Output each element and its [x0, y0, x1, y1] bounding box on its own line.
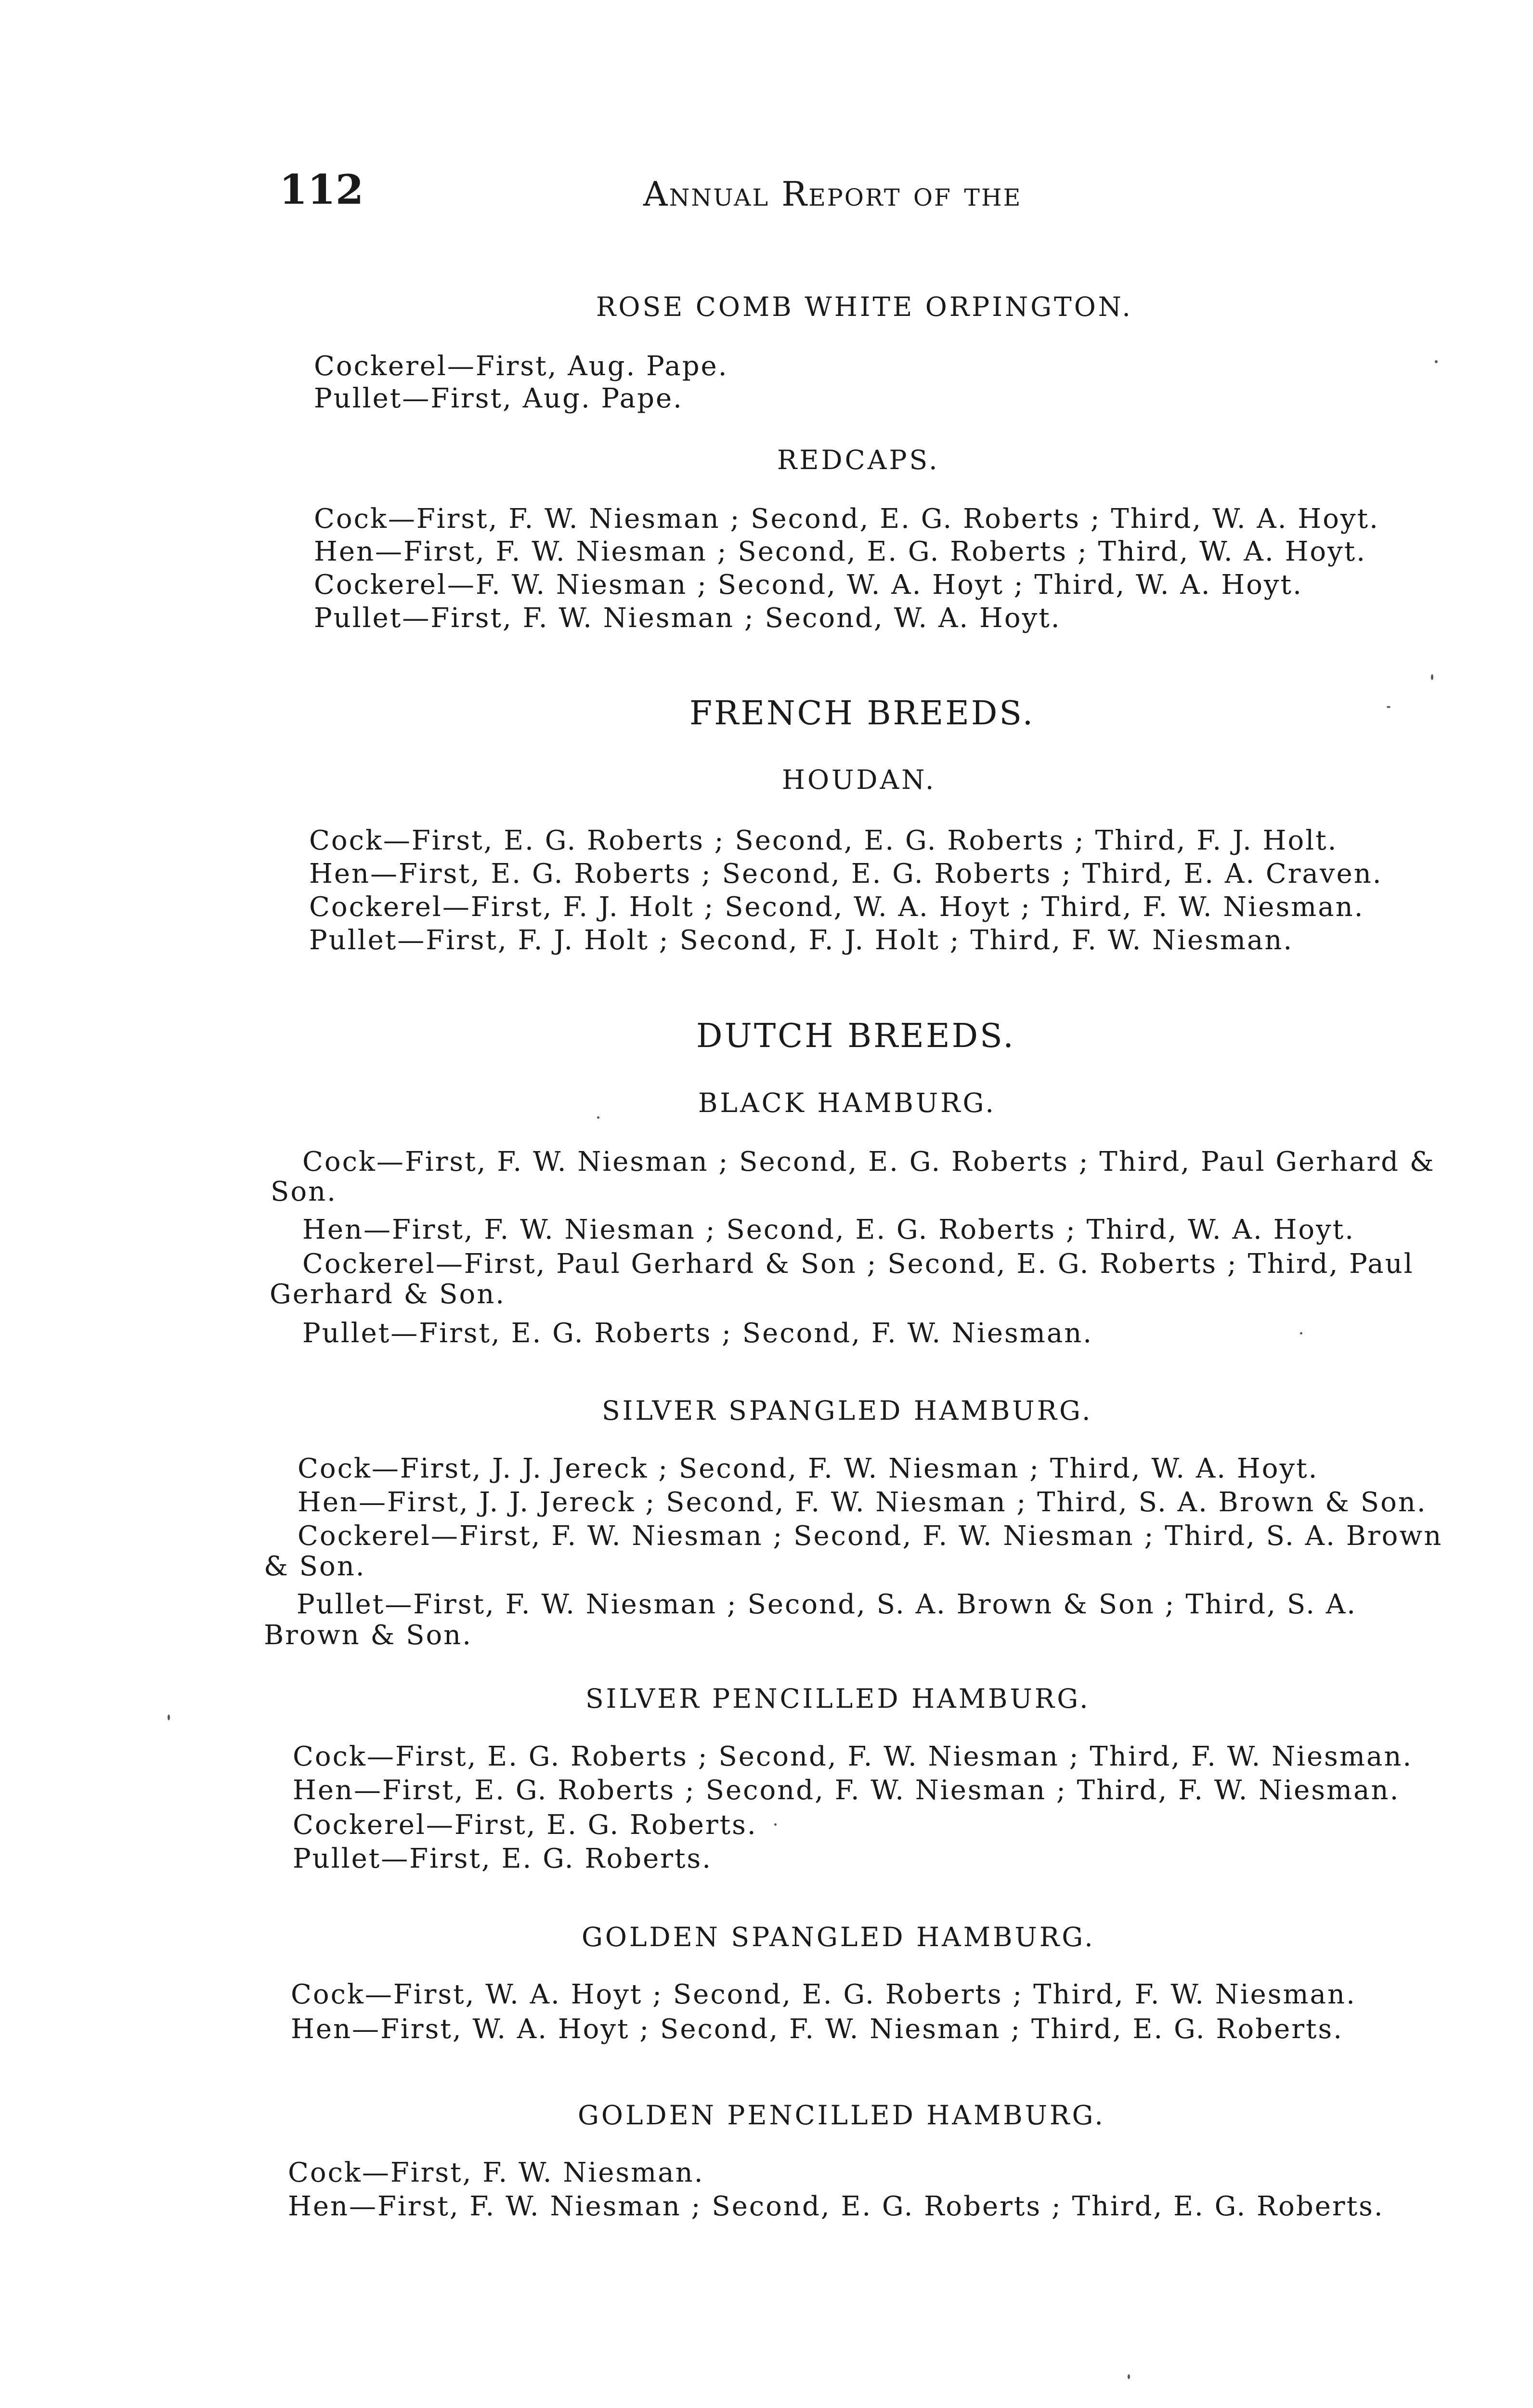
- entry-line: Cock—First, F. W. Niesman ; Second, E. G. Roberts ; Third, Paul Gerhard &: [302, 1146, 1435, 1178]
- entry-line: Hen—First, E. G. Roberts ; Second, E. G. Roberts ; Third, E. A. Craven.: [309, 858, 1383, 890]
- section-heading-redcaps: REDCAPS.: [777, 445, 940, 475]
- entry-line: Cock—First, J. J. Jereck ; Second, F. W. Niesman ; Third, W. A. Hoyt.: [298, 1453, 1319, 1484]
- entry-line: Hen—First, W. A. Hoyt ; Second, F. W. Niesman ; Third, E. G. Roberts.: [291, 2014, 1344, 2045]
- entry-line: Cockerel—First, F. W. Niesman ; Second, F. W. Niesman ; Third, S. A. Brown: [298, 1520, 1443, 1552]
- section-heading-golden-pencilled-hamburg: GOLDEN PENCILLED HAMBURG.: [578, 2100, 1105, 2131]
- entry-line: Cock—First, F. W. Niesman.: [288, 2157, 704, 2188]
- entry-line: Pullet—First, E. G. Roberts.: [293, 1843, 713, 1874]
- group-heading-dutch-breeds: DUTCH BREEDS.: [696, 1017, 1015, 1055]
- entry-line: Cock—First, W. A. Hoyt ; Second, E. G. Roberts ; Third, F. W. Niesman.: [291, 1979, 1356, 2010]
- entry-line: Cock—First, E. G. Roberts ; Second, F. W. Niesman ; Third, F. W. Niesman.: [293, 1741, 1413, 1772]
- scan-speck: [1128, 2374, 1130, 2379]
- entry-line: Cockerel—First, Aug. Pape.: [314, 351, 728, 382]
- scan-speck: [774, 1823, 777, 1826]
- entry-line: Hen—First, F. W. Niesman ; Second, E. G. Roberts ; Third, W. A. Hoyt.: [314, 536, 1367, 567]
- section-heading-golden-spangled-hamburg: GOLDEN SPANGLED HAMBURG.: [582, 1922, 1095, 1952]
- running-title: Annual Report of the: [643, 174, 1022, 214]
- group-heading-french-breeds: FRENCH BREEDS.: [689, 694, 1035, 733]
- entry-line-continuation: Gerhard & Son.: [270, 1279, 506, 1310]
- page-number: 112: [279, 166, 364, 213]
- entry-line-continuation: Brown & Son.: [264, 1620, 473, 1651]
- entry-line: Hen—First, F. W. Niesman ; Second, E. G. Roberts ; Third, E. G. Roberts.: [288, 2191, 1384, 2222]
- entry-line-continuation: Son.: [271, 1176, 337, 1207]
- scan-speck: [168, 1714, 170, 1720]
- entry-line: Pullet—First, E. G. Roberts ; Second, F. W. Niesman.: [302, 1318, 1093, 1349]
- scan-speck: [597, 1116, 599, 1119]
- section-heading-rose-comb-white-orpington: ROSE COMB WHITE ORPINGTON.: [596, 291, 1133, 322]
- entry-line: Hen—First, F. W. Niesman ; Second, E. G. Roberts ; Third, W. A. Hoyt.: [302, 1214, 1355, 1245]
- section-heading-houdan: HOUDAN.: [782, 764, 936, 795]
- scan-speck: [1435, 360, 1438, 363]
- section-heading-black-hamburg: BLACK HAMBURG.: [698, 1087, 996, 1118]
- scan-speck: [1431, 674, 1433, 680]
- entry-line: Cockerel—First, F. J. Holt ; Second, W. A. Hoyt ; Third, F. W. Niesman.: [309, 891, 1364, 923]
- entry-line: Pullet—First, F. W. Niesman ; Second, W. A. Hoyt.: [314, 602, 1061, 634]
- entry-line: Pullet—First, F. W. Niesman ; Second, S. A. Brown & Son ; Third, S. A.: [297, 1589, 1357, 1620]
- scan-speck: [1300, 1332, 1302, 1335]
- entry-line: Hen—First, J. J. Jereck ; Second, F. W. Niesman ; Third, S. A. Brown & Son.: [298, 1487, 1427, 1518]
- entry-line: Pullet—First, F. J. Holt ; Second, F. J. Holt ; Third, F. W. Niesman.: [309, 925, 1294, 956]
- entry-line-continuation: & Son.: [264, 1551, 366, 1582]
- scan-speck: [1387, 706, 1390, 708]
- entry-line: Hen—First, E. G. Roberts ; Second, F. W. Niesman ; Third, F. W. Niesman.: [293, 1775, 1400, 1806]
- section-heading-silver-pencilled-hamburg: SILVER PENCILLED HAMBURG.: [585, 1683, 1091, 1714]
- entry-line: Cock—First, E. G. Roberts ; Second, E. G. Roberts ; Third, F. J. Holt.: [309, 825, 1338, 856]
- entry-line: Cockerel—First, E. G. Roberts.: [293, 1809, 757, 1841]
- entry-line: Cock—First, F. W. Niesman ; Second, E. G. Roberts ; Third, W. A. Hoyt.: [314, 503, 1379, 535]
- entry-line: Cockerel—First, Paul Gerhard & Son ; Second, E. G. Roberts ; Third, Paul: [302, 1248, 1414, 1280]
- entry-line: Cockerel—F. W. Niesman ; Second, W. A. Hoyt ; Third, W. A. Hoyt.: [314, 569, 1303, 601]
- section-heading-silver-spangled-hamburg: SILVER SPANGLED HAMBURG.: [602, 1395, 1093, 1426]
- entry-line: Pullet—First, Aug. Pape.: [314, 383, 683, 414]
